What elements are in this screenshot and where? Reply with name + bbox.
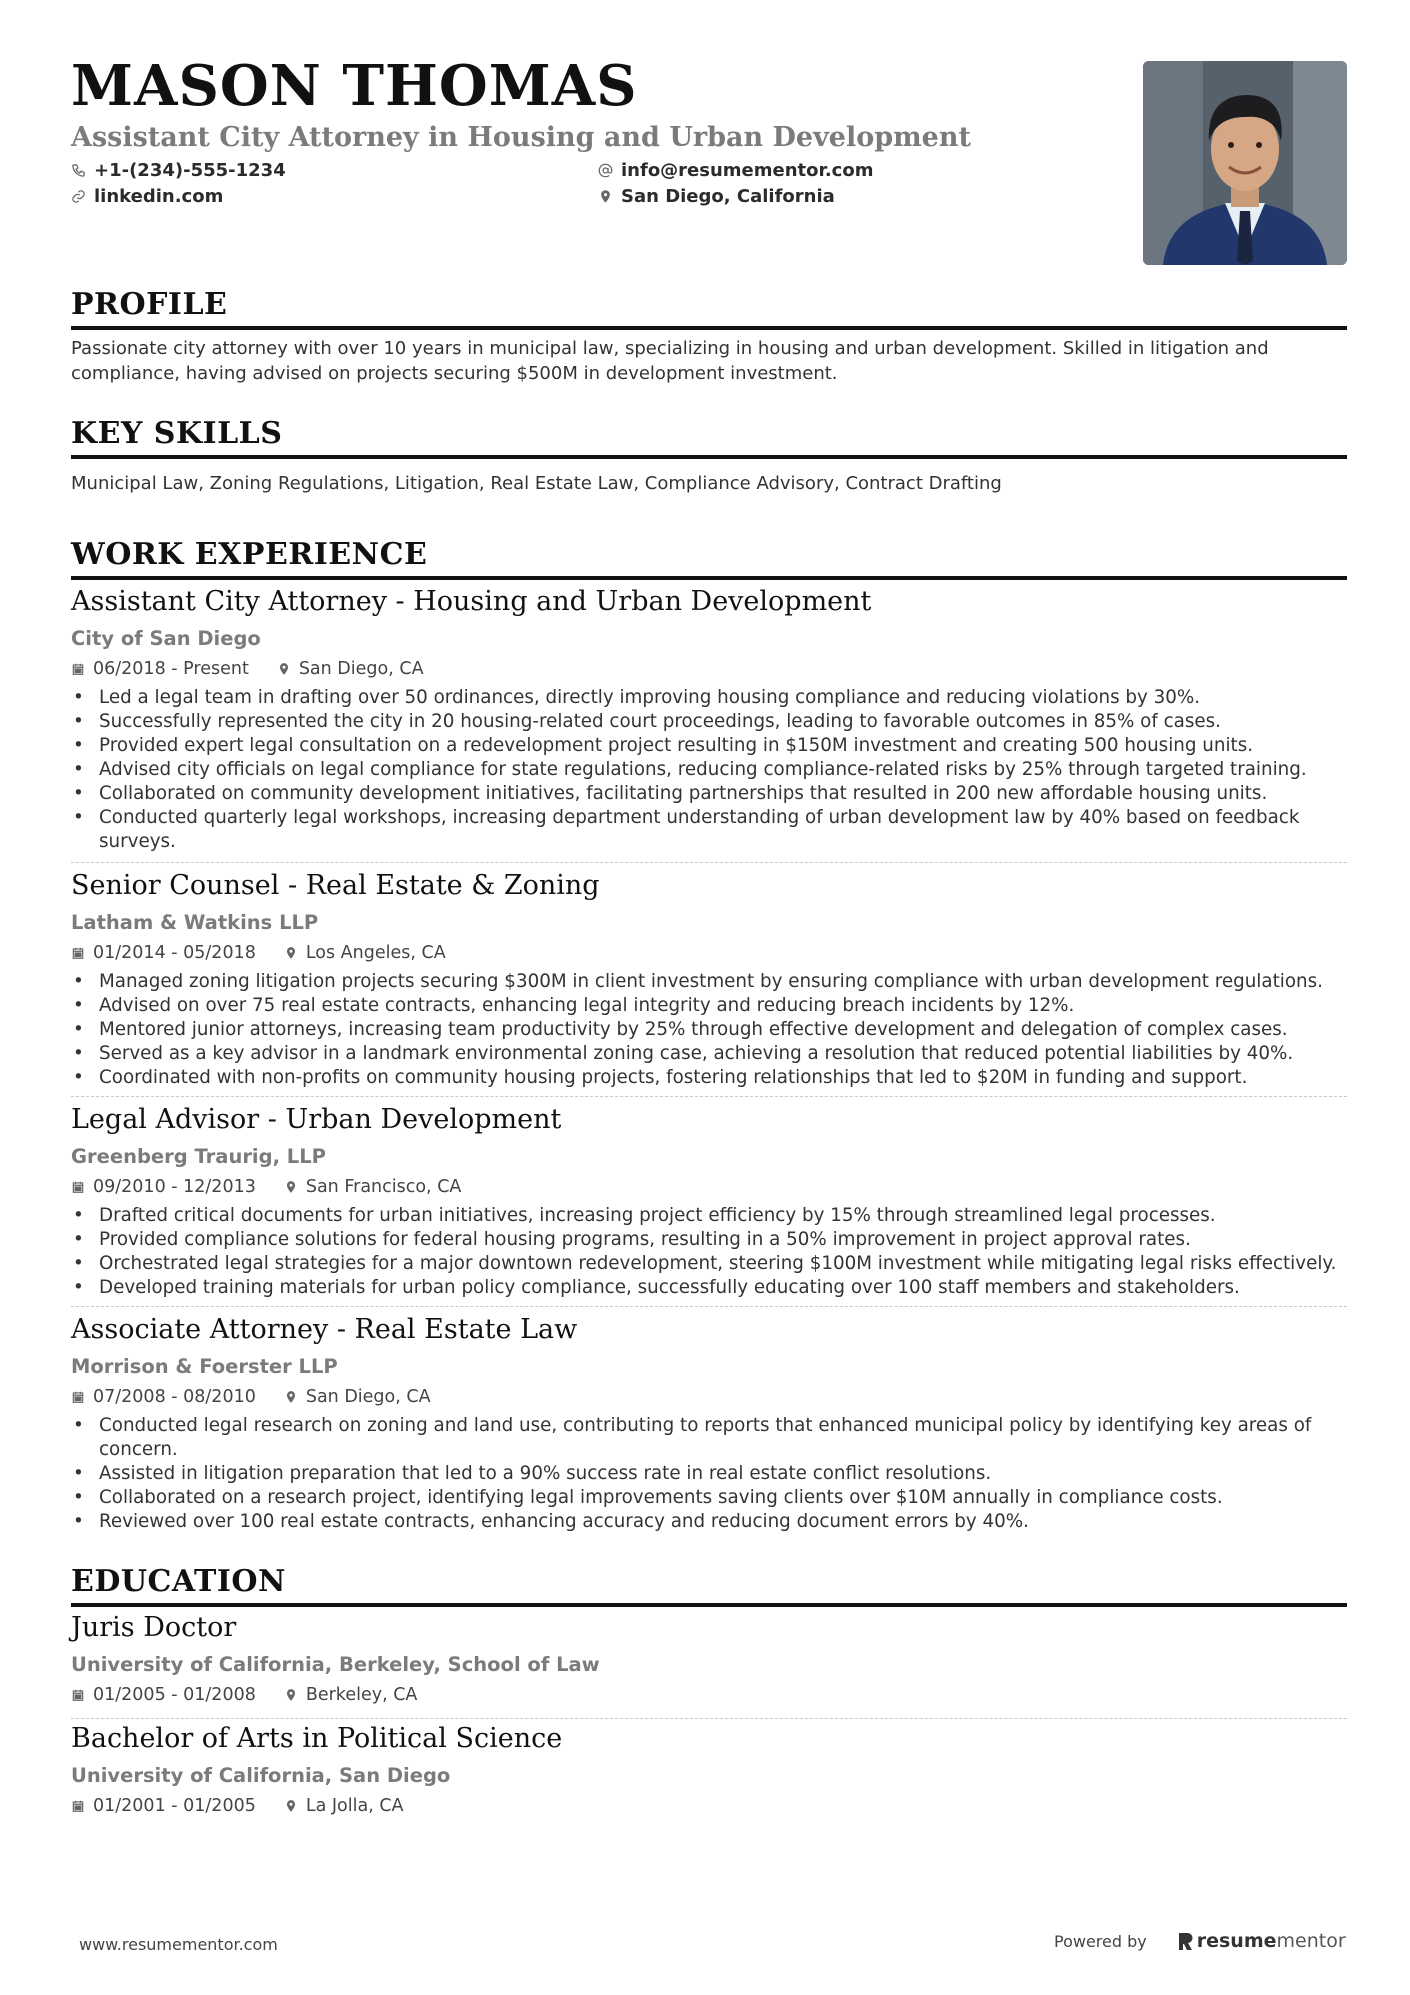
calendar-icon [71,1180,85,1194]
divider [71,1306,1347,1307]
email-text: info@resumementor.com [621,160,874,181]
contact-email[interactable] [598,160,873,181]
job-bullets [71,1414,1347,1534]
job-dates: 07/2008 - 08/2010 [93,1386,256,1407]
list-item: • Developed training materials for urban policy compliance, successfully educating over 100 staff members and stakeholders. [71,1276,1347,1300]
contact-location [598,186,835,207]
candidate-name: MASON THOMAS [71,53,638,119]
link-icon [71,189,86,204]
phone-text: +1-(234)-555-1234 [94,160,286,181]
degree-title: Juris Doctor [71,1612,237,1643]
education-dates: 01/2001 - 01/2005 [93,1795,256,1816]
job-meta [71,942,1347,963]
job-company: Latham & Watkins LLP [71,911,319,934]
job-location [284,942,446,963]
list-item: • Advised city officials on legal compliance for state regulations, reducing compliance-related risks by 25% through targeted training. [71,758,1347,782]
job-meta [71,658,1347,679]
portrait-image [1143,61,1347,265]
footer-website[interactable]: www.resumementor.com [79,1935,278,1954]
brand-name-light: mentor [1276,1930,1346,1952]
map-pin-icon [284,1688,298,1702]
calendar-icon [71,1799,85,1813]
school-name: University of California, San Diego [71,1764,451,1787]
divider [71,862,1347,863]
list-item: • Collaborated on a research project, identifying legal improvements saving clients over $10M annually in compliance costs. [71,1486,1347,1510]
list-item: • Served as a key advisor in a landmark environmental zoning case, achieving a resolution that reduced potential liabilities by 40%. [71,1042,1347,1066]
education-heading: EDUCATION [71,1567,1347,1607]
list-item: • Reviewed over 100 real estate contracts, enhancing accuracy and reducing document errors by 40%. [71,1510,1347,1534]
job-location-text: San Diego, CA [305,1386,431,1407]
education-location [284,1684,418,1705]
phone-icon [71,163,86,178]
job-entry [71,1106,1347,1300]
profile-section [71,287,1347,386]
job-entry [71,588,1347,854]
list-item: • Advised on over 75 real estate contracts, enhancing legal integrity and reducing breach incidents by 12%. [71,994,1347,1018]
list-item: • Orchestrated legal strategies for a major downtown redevelopment, steering $100M investment while mitigating legal risks effectively. [71,1252,1347,1276]
calendar-icon [71,1390,85,1404]
at-sign-icon [598,163,613,178]
job-company: Greenberg Traurig, LLP [71,1145,326,1168]
list-item: • Provided expert legal consultation on a redevelopment project resulting in $150M investment and creating 500 housing units. [71,734,1347,758]
profile-heading: PROFILE [71,290,1347,330]
brand-mark-icon [1177,1931,1193,1951]
education-meta [71,1684,1347,1705]
calendar-icon [71,1688,85,1702]
map-pin-icon [284,1390,298,1404]
job-meta [71,1176,1347,1197]
job-entry [71,872,1347,1090]
school-name: University of California, Berkeley, School of Law [71,1653,600,1676]
calendar-icon [71,662,85,676]
divider [71,1718,1347,1719]
list-item: • Drafted critical documents for urban initiatives, increasing project efficiency by 15% through streamlined legal processes. [71,1204,1347,1228]
skills-section [71,416,1347,496]
job-bullets [71,686,1347,854]
list-item: • Provided compliance solutions for federal housing programs, resulting in a 50% improvement in project approval rates. [71,1228,1347,1252]
education-location [284,1795,404,1816]
contact-phone[interactable] [71,160,286,181]
job-company: Morrison & Foerster LLP [71,1355,338,1378]
list-item: • Assisted in litigation preparation that led to a 90% success rate in real estate conflict resolutions. [71,1462,1347,1486]
skills-text: Municipal Law, Zoning Regulations, Litigation, Real Estate Law, Compliance Advisory, Contract Drafting [71,473,1002,494]
job-dates: 01/2014 - 05/2018 [93,942,256,963]
list-item: • Coordinated with non-profits on community housing projects, fostering relationships that led to $20M in funding and support. [71,1066,1347,1090]
map-pin-icon [284,1799,298,1813]
divider [71,1096,1347,1097]
education-entry [71,1725,1347,1815]
job-location [277,658,424,679]
degree-title: Bachelor of Arts in Political Science [71,1723,563,1754]
list-item: • Conducted quarterly legal workshops, increasing department understanding of urban development law by 40% based on feedback surveys. [71,806,1347,854]
education-meta [71,1795,1347,1816]
list-item: • Mentored junior attorneys, increasing team productivity by 25% through effective development and delegation of complex cases. [71,1018,1347,1042]
job-dates: 09/2010 - 12/2013 [93,1176,256,1197]
experience-heading: WORK EXPERIENCE [71,540,1347,580]
map-pin-icon [284,1180,298,1194]
education-location-text: Berkeley, CA [305,1684,418,1705]
job-location-text: San Diego, CA [298,658,424,679]
profile-text: Passionate city attorney with over 10 years in municipal law, specializing in housing and urban development. Skilled in litigation and compliance, having advised on projects securing $500M in development investment. [71,338,1269,384]
job-location [284,1176,462,1197]
brand-logo[interactable] [1177,1930,1346,1952]
candidate-title: Assistant City Attorney in Housing and Urban Development [71,122,971,153]
list-item: • Collaborated on community development initiatives, facilitating partnerships that resulted in 200 new affordable housing units. [71,782,1347,806]
education-location-text: La Jolla, CA [305,1795,404,1816]
profile-photo [1143,61,1347,265]
skills-heading: KEY SKILLS [71,419,1347,459]
resume-page [71,0,1347,1816]
job-meta [71,1386,1347,1407]
list-item: • Conducted legal research on zoning and land use, contributing to reports that enhanced municipal policy by identifying key areas of concern. [71,1414,1347,1462]
brand-name-bold: resume [1196,1930,1277,1952]
list-item: • Successfully represented the city in 20 housing-related court proceedings, leading to favorable outcomes in 85% of cases. [71,710,1347,734]
map-pin-icon [598,189,613,204]
job-bullets [71,970,1347,1090]
job-bullets [71,1204,1347,1300]
contact-linkedin[interactable] [71,186,223,207]
list-item: • Led a legal team in drafting over 50 ordinances, directly improving housing compliance and reducing violations by 30%. [71,686,1347,710]
job-dates: 06/2018 - Present [93,658,249,679]
education-entry [71,1614,1347,1704]
map-pin-icon [284,946,298,960]
job-title: Assistant City Attorney - Housing and Urban Development [71,586,872,617]
job-location-text: San Francisco, CA [305,1176,462,1197]
job-entry [71,1316,1347,1534]
list-item: • Managed zoning litigation projects securing $300M in client investment by ensuring compliance with urban development regulations. [71,970,1347,994]
job-title: Associate Attorney - Real Estate Law [71,1314,578,1345]
calendar-icon [71,946,85,960]
job-location [284,1386,431,1407]
experience-section [71,537,1347,580]
job-title: Senior Counsel - Real Estate & Zoning [71,870,600,901]
job-title: Legal Advisor - Urban Development [71,1104,562,1135]
education-section [71,1564,1347,1607]
map-pin-icon [277,662,291,676]
linkedin-text: linkedin.com [94,186,224,207]
job-company: City of San Diego [71,627,261,650]
powered-by-label: Powered by [1054,1931,1147,1951]
education-dates: 01/2005 - 01/2008 [93,1684,256,1705]
job-location-text: Los Angeles, CA [305,942,446,963]
resume-header [71,0,1347,262]
location-text: San Diego, California [621,186,835,207]
footer-powered-by [1054,1930,1346,1952]
